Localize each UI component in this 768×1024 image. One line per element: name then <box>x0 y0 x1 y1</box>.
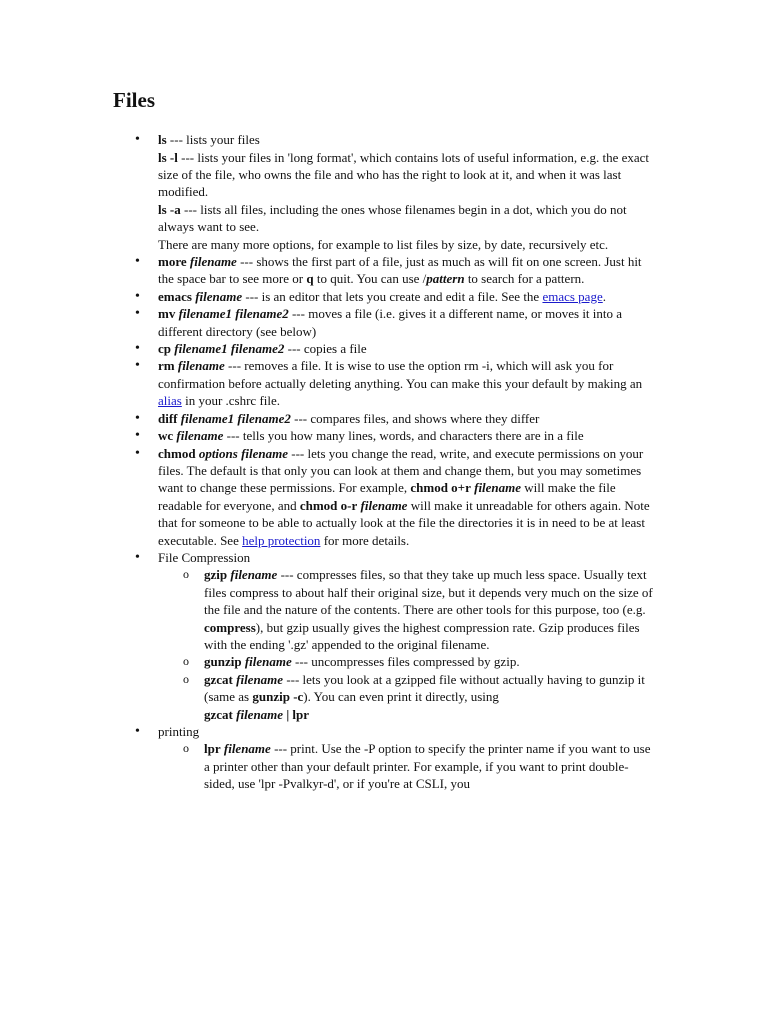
arg-more: filename <box>189 254 237 270</box>
list-item-diff <box>113 410 658 427</box>
cmd-diff: diff <box>158 410 178 426</box>
cmd-gunzip-c: gunzip -c <box>252 689 304 705</box>
desc-cp: --- copies a file <box>284 341 367 357</box>
list-item-mv <box>113 305 658 340</box>
arg-lpr: filename <box>223 741 271 757</box>
chmod-example-2-cmd: chmod o-r <box>299 497 358 513</box>
desc-more-3: to search for a pattern. <box>464 271 585 287</box>
list-item-chmod <box>113 445 658 549</box>
sublist-item-lpr <box>158 740 658 792</box>
cmd-gzip: gzip <box>204 567 228 583</box>
cmd-gunzip: gunzip <box>204 654 242 670</box>
pipe-cmd: gzcat <box>204 706 233 722</box>
list-item-printing <box>113 723 658 793</box>
cmd-cp: cp <box>158 341 171 357</box>
compression-sublist <box>158 566 658 723</box>
help-protection-link[interactable]: help protection <box>242 532 321 548</box>
key-q: q <box>306 271 314 287</box>
list-item-cp <box>113 340 658 357</box>
page-title: Files <box>113 88 155 112</box>
document-page <box>113 88 658 793</box>
desc-ls-l: --- lists your files in 'long format', which contains lots of useful information, e.g. the exact size of the file, who owns the file and who has the right to look at it, and when it was last modified. <box>158 149 650 200</box>
desc-diff: --- compares files, and shows where they differ <box>290 410 540 426</box>
desc-ls: --- lists your files <box>166 132 260 148</box>
arg-cp: filename1 filename2 <box>174 341 285 357</box>
sublist-item-gzcat <box>158 671 658 723</box>
chmod-example-1-arg: filename <box>474 480 522 496</box>
desc-chmod-2: will make the file readable for everyone, and <box>158 480 616 513</box>
cmd-ls-a: ls -a <box>158 201 181 217</box>
alias-link[interactable]: alias <box>158 393 182 409</box>
emacs-end: . <box>602 288 606 304</box>
sublist-item-gunzip <box>158 653 658 670</box>
list-item-rm <box>113 357 658 409</box>
cmd-mv: mv <box>158 306 176 322</box>
rm-end: in your .cshrc file. <box>181 393 281 409</box>
desc-rm: --- removes a file. It is wise to use the option rm -i, which will ask you for confirmation before actually deleting anything. You can make this your default by making an <box>158 358 643 391</box>
printing-sublist <box>158 740 658 792</box>
desc-wc: --- tells you how many lines, words, and characters there are in a file <box>223 428 584 444</box>
desc-gzcat-1: --- lets you look at a gzipped file without actually having to gunzip it (same as <box>204 671 645 705</box>
cmd-chmod: chmod <box>158 445 196 461</box>
list-item-emacs <box>113 288 658 305</box>
cmd-ls: ls <box>158 132 167 148</box>
desc-gzip-1: --- compresses files, so that they take up much less space. Usually text files compress to about half their original size, but it depends very much on the size of the file and the nature of the contents. There are other tools for this purpose, too (e.g. <box>204 567 653 618</box>
cmd-ls-l: ls -l <box>158 149 178 165</box>
emacs-page-link[interactable]: emacs page <box>542 288 603 304</box>
pipe-arg: filename <box>236 706 284 722</box>
ls-more-options: There are many more options, for example to list files by size, by date, recursively etc. <box>158 236 609 252</box>
cmd-emacs: emacs <box>158 288 192 304</box>
list-item-file-compression <box>113 549 658 723</box>
desc-chmod-3: will make it unreadable for others again. Note that for someone to be able to actually look at the file the directories it is in need to be at least executable. See <box>158 497 650 548</box>
arg-pattern: pattern <box>426 271 465 287</box>
cmd-rm: rm <box>158 358 175 374</box>
arg-gzip: filename <box>230 567 278 583</box>
arg-gunzip: filename <box>244 654 292 670</box>
list-item-more <box>113 253 658 288</box>
chmod-example-1-cmd: chmod o+r <box>410 480 471 496</box>
desc-more-2: to quit. You can use / <box>313 271 427 287</box>
arg-emacs: filename <box>195 288 243 304</box>
desc-ls-a: --- lists all files, including the ones whose filenames begin in a dot, which you do not always want to see. <box>158 201 627 235</box>
sublist-item-gzip <box>158 566 658 653</box>
list-item-ls <box>113 131 658 253</box>
file-compression-label: File Compression <box>158 549 251 565</box>
chmod-end: for more details. <box>320 532 410 548</box>
command-list <box>113 131 658 792</box>
arg-rm: filename <box>177 358 225 374</box>
desc-emacs: --- is an editor that lets you create and edit a file. See the <box>242 288 543 304</box>
desc-gunzip: --- uncompresses files compressed by gzip. <box>291 654 520 670</box>
cmd-lpr: lpr <box>204 741 221 757</box>
arg-gzcat: filename <box>236 671 284 687</box>
arg-diff: filename1 filename2 <box>180 410 291 426</box>
cmd-gzcat: gzcat <box>204 671 233 687</box>
desc-lpr: --- print. Use the -P option to specify the printer name if you want to use a printer other than your default printer. For example, if you want to print double-sided, use 'lpr -Pvalkyr-d', or if you're at CSLI, you <box>204 741 651 792</box>
arg-wc: filename <box>176 428 224 444</box>
desc-mv: --- moves a file (i.e. gives it a different name, or moves it into a different directory (see below) <box>158 306 623 339</box>
arg-chmod: options filename <box>198 445 289 461</box>
list-item-wc <box>113 427 658 444</box>
chmod-example-2-arg: filename <box>360 497 408 513</box>
arg-mv: filename1 filename2 <box>178 306 289 322</box>
desc-gzcat-2: ). You can even print it directly, using <box>303 689 499 705</box>
desc-gzip-2: ), but gzip usually gives the highest compression rate. Gzip produces files with the ending '.gz' appended to the original filename. <box>204 619 640 652</box>
desc-more-1: --- shows the first part of a file, just as much as will fit on one screen. Just hit the space bar to see more or <box>158 254 642 287</box>
desc-chmod-1: --- lets you change the read, write, and execute permissions on your files. The default is that only you can look at them and change them, but you may sometimes want to change these permissions. For example, <box>158 445 644 496</box>
cmd-wc: wc <box>158 428 174 444</box>
printing-label: printing <box>158 724 200 739</box>
cmd-more: more <box>158 254 187 270</box>
pipe-end: | lpr <box>283 706 310 722</box>
cmd-compress: compress <box>204 619 256 635</box>
